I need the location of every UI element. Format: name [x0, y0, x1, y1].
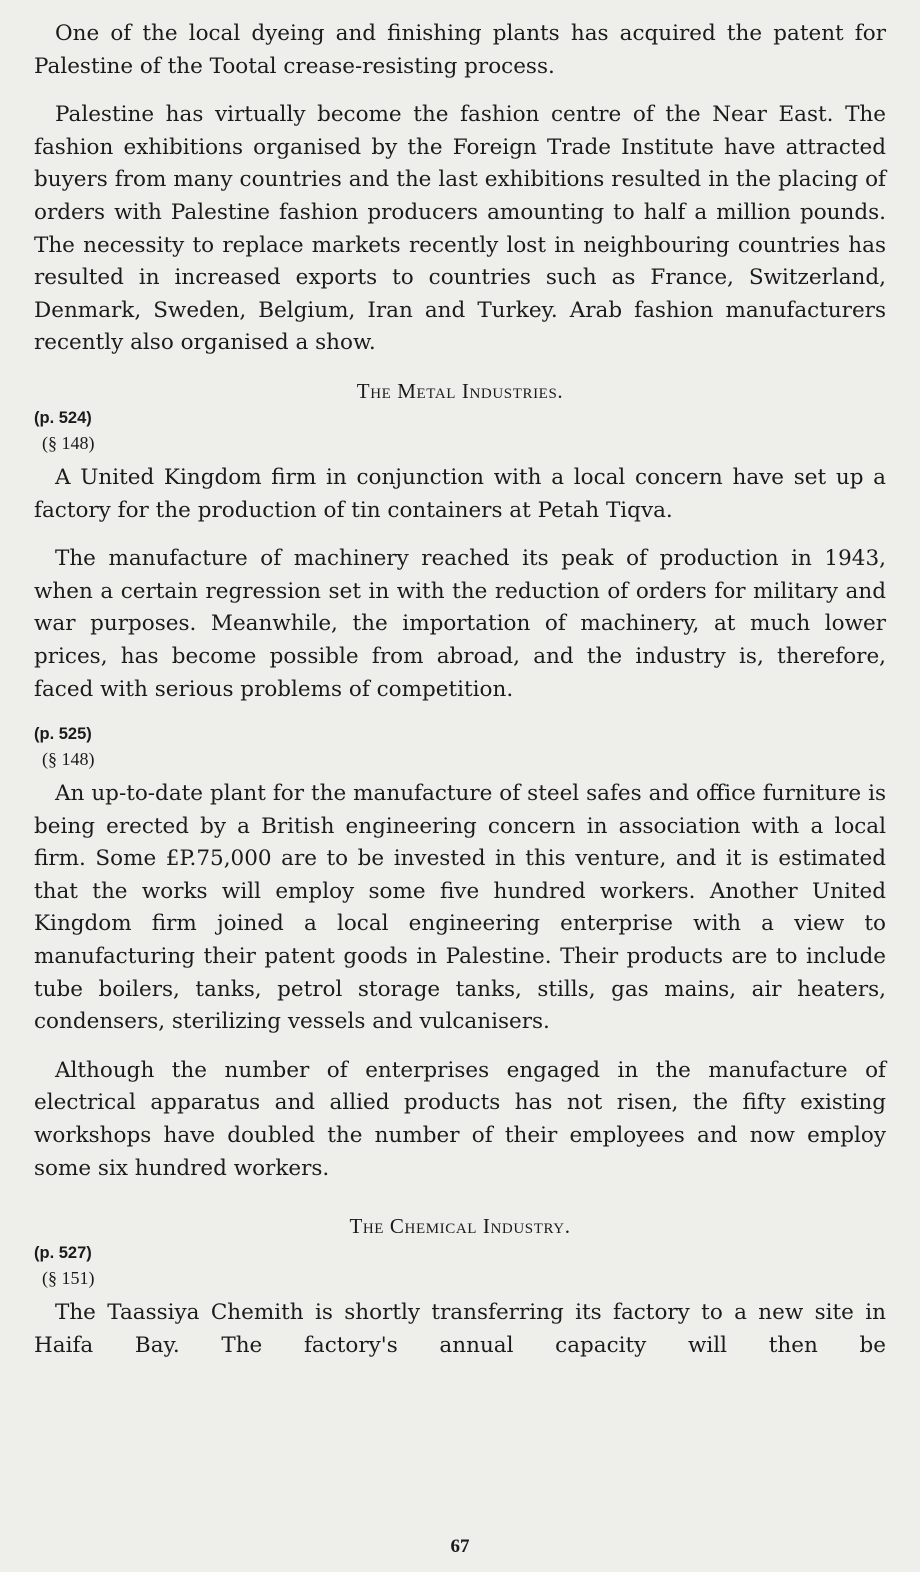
paragraph-steel-safes: An up-to-date plant for the manufacture of steel safes and office furniture is being erected by a British engineering concern in association with a local firm. Some £P.75,000 are to be invested in this venture, and it is estimated that the works will employ some five hundred workers. Another United Kingdom firm joined a local engineering enterprise with a view to manufacturing their patent goods in Palestine. Their products are to include tube boilers, tanks, petrol storage tanks, stills, gas mains, air heaters, condensers, sterilizing vessels and vulcanisers. — [34, 781, 886, 1035]
paragraph-machinery: The manufacture of machinery reached its peak of production in 1943, when a certain regression set in with the reduction of orders for military and war purposes. Meanwhile, the importation of machinery, at much lower prices, has become possible from abroad, and the industry is, therefore, faced with serious problems of competition. — [34, 546, 886, 702]
paragraph-tin-containers: A United Kingdom firm in conjunction with a local concern have set up a factory for the production of tin containers at Petah Tiqva. — [34, 464, 886, 523]
page-number: 67 — [450, 1536, 470, 1557]
section-heading-metal: The Metal Industries. — [356, 378, 564, 403]
paragraph-reference: (§ 151) — [42, 1268, 95, 1289]
paragraph-reference: (§ 148) — [42, 432, 95, 453]
page-reference: (p. 524) — [34, 408, 92, 427]
document-page — [34, 18, 886, 1378]
paragraph-tootal: One of the local dyeing and finishing plants has acquired the patent for Palestine of the Tootal crease-resisting process. — [34, 21, 886, 79]
paragraph-reference: (§ 148) — [42, 749, 95, 770]
section-heading-chemical: The Chemical Industry. — [349, 1214, 571, 1239]
paragraph-fashion: Palestine has virtually become the fashion centre of the Near East. The fashion exhibitions organised by the Foreign Trade Institute have attracted buyers from many countries and the last exhibitions resulted in the placing of orders with Palestine fashion producers amounting to half a million pounds. The necessity to replace markets recently lost in neighbouring countries has resulted in increased exports to countries such as France, Switzerland, Denmark, Sweden, Belgium, Iran and Turkey. Arab fashion manufacturers recently also organised a show. — [34, 102, 886, 356]
page-reference: (p. 527) — [34, 1244, 92, 1263]
page-reference: (p. 525) — [34, 725, 92, 744]
paragraph-taassiya: The Taassiya Chemith is shortly transferring its factory to a new site in Haifa Bay. The factory's annual capacity will then be — [34, 1300, 886, 1358]
paragraph-electrical: Although the number of enterprises engaged in the manufacture of electrical apparatus and allied products has not risen, the fifty existing workshops have doubled the number of their employees and now employ some six hundred workers. — [34, 1057, 886, 1181]
